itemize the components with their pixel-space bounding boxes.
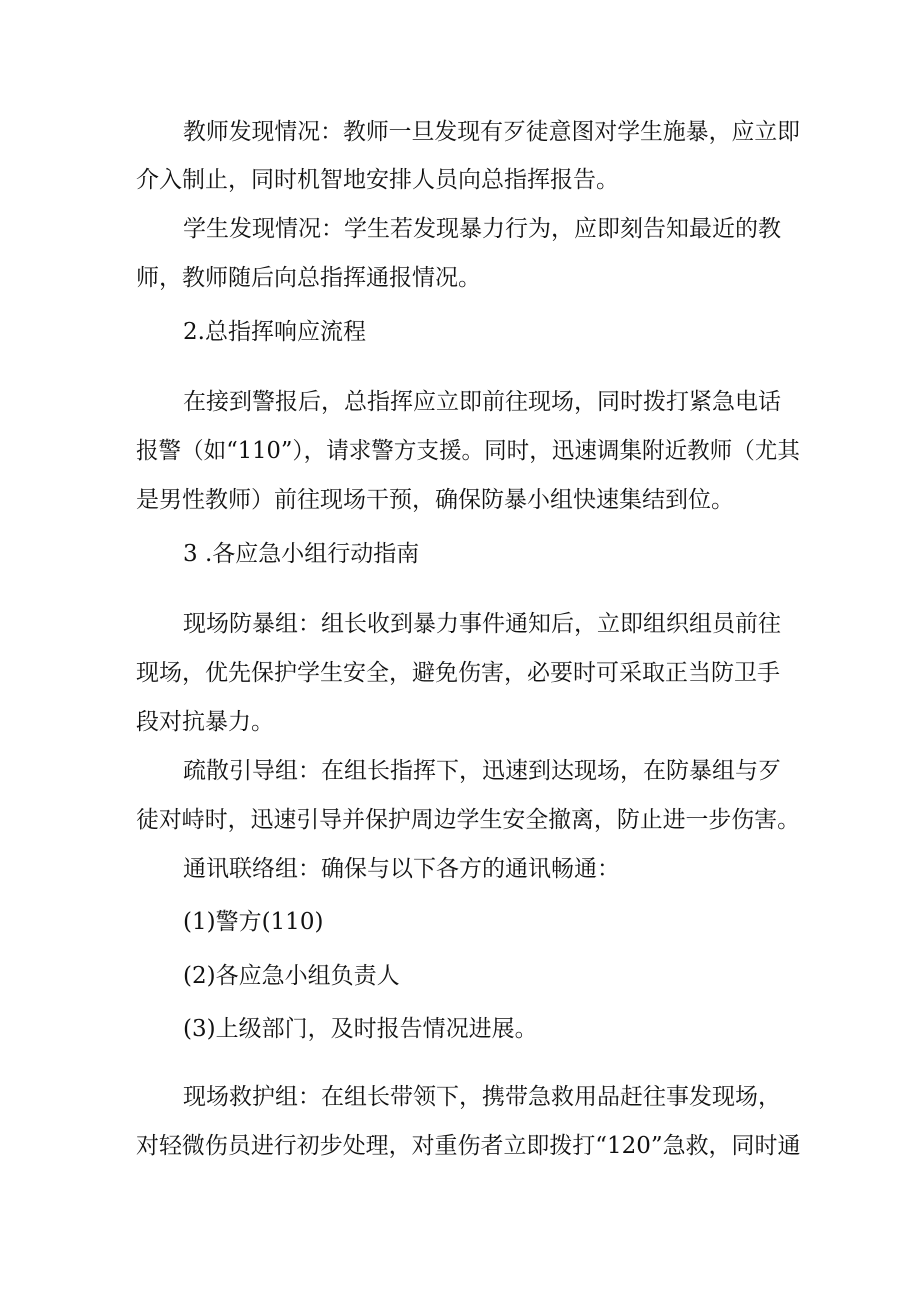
list-item: (1)警方(110) (183, 909, 324, 935)
section-heading: 2.总指挥响应流程 (183, 319, 366, 345)
text-line: 报警（如“110”），请求警方支援。同时，迅速调集附近教师（尤其 (136, 438, 800, 464)
text-line: 现场防暴组：组长收到暴力事件通知后，立即组织组员前往 (183, 611, 781, 637)
text-line: 现场，优先保护学生安全，避免伤害，必要时可采取正当防卫手 (136, 660, 780, 686)
text-line: 通讯联络组：确保与以下各方的通讯畅通： (183, 856, 620, 882)
list-item: (2)各应急小组负责人 (183, 963, 400, 989)
text-line: 是男性教师）前往现场干预，确保防暴小组快速集结到位。 (136, 487, 734, 513)
text-line: 疏散引导组：在组长指挥下，迅速到达现场，在防暴组与歹 (183, 758, 781, 784)
text-line: 对轻微伤员进行初步处理，对重伤者立即拨打“120”急救，同时通 (136, 1133, 801, 1159)
section-heading: 3 .各应急小组行动指南 (183, 541, 420, 567)
list-item: (3)上级部门，及时报告情况进展。 (183, 1016, 538, 1042)
text-line: 学生发现情况：学生若发现暴力行为，应即刻告知最近的教 (183, 216, 781, 242)
text-line: 在接到警报后，总指挥应立即前往现场，同时拨打紧急电话 (183, 389, 781, 415)
text-line: 现场救护组：在组长带领下，携带急救用品赶往事发现场， (183, 1084, 781, 1110)
text-line: 教师发现情况：教师一旦发现有歹徒意图对学生施暴，应立即 (183, 119, 801, 145)
text-line: 介入制止，同时机智地安排人员向总指挥报告。 (136, 167, 619, 193)
text-line: 徒对峙时，迅速引导并保护周边学生安全撤离，防止进一步伤害。 (136, 807, 800, 833)
text-line: 师，教师随后向总指挥通报情况。 (136, 265, 481, 291)
text-line: 段对抗暴力。 (136, 709, 274, 735)
